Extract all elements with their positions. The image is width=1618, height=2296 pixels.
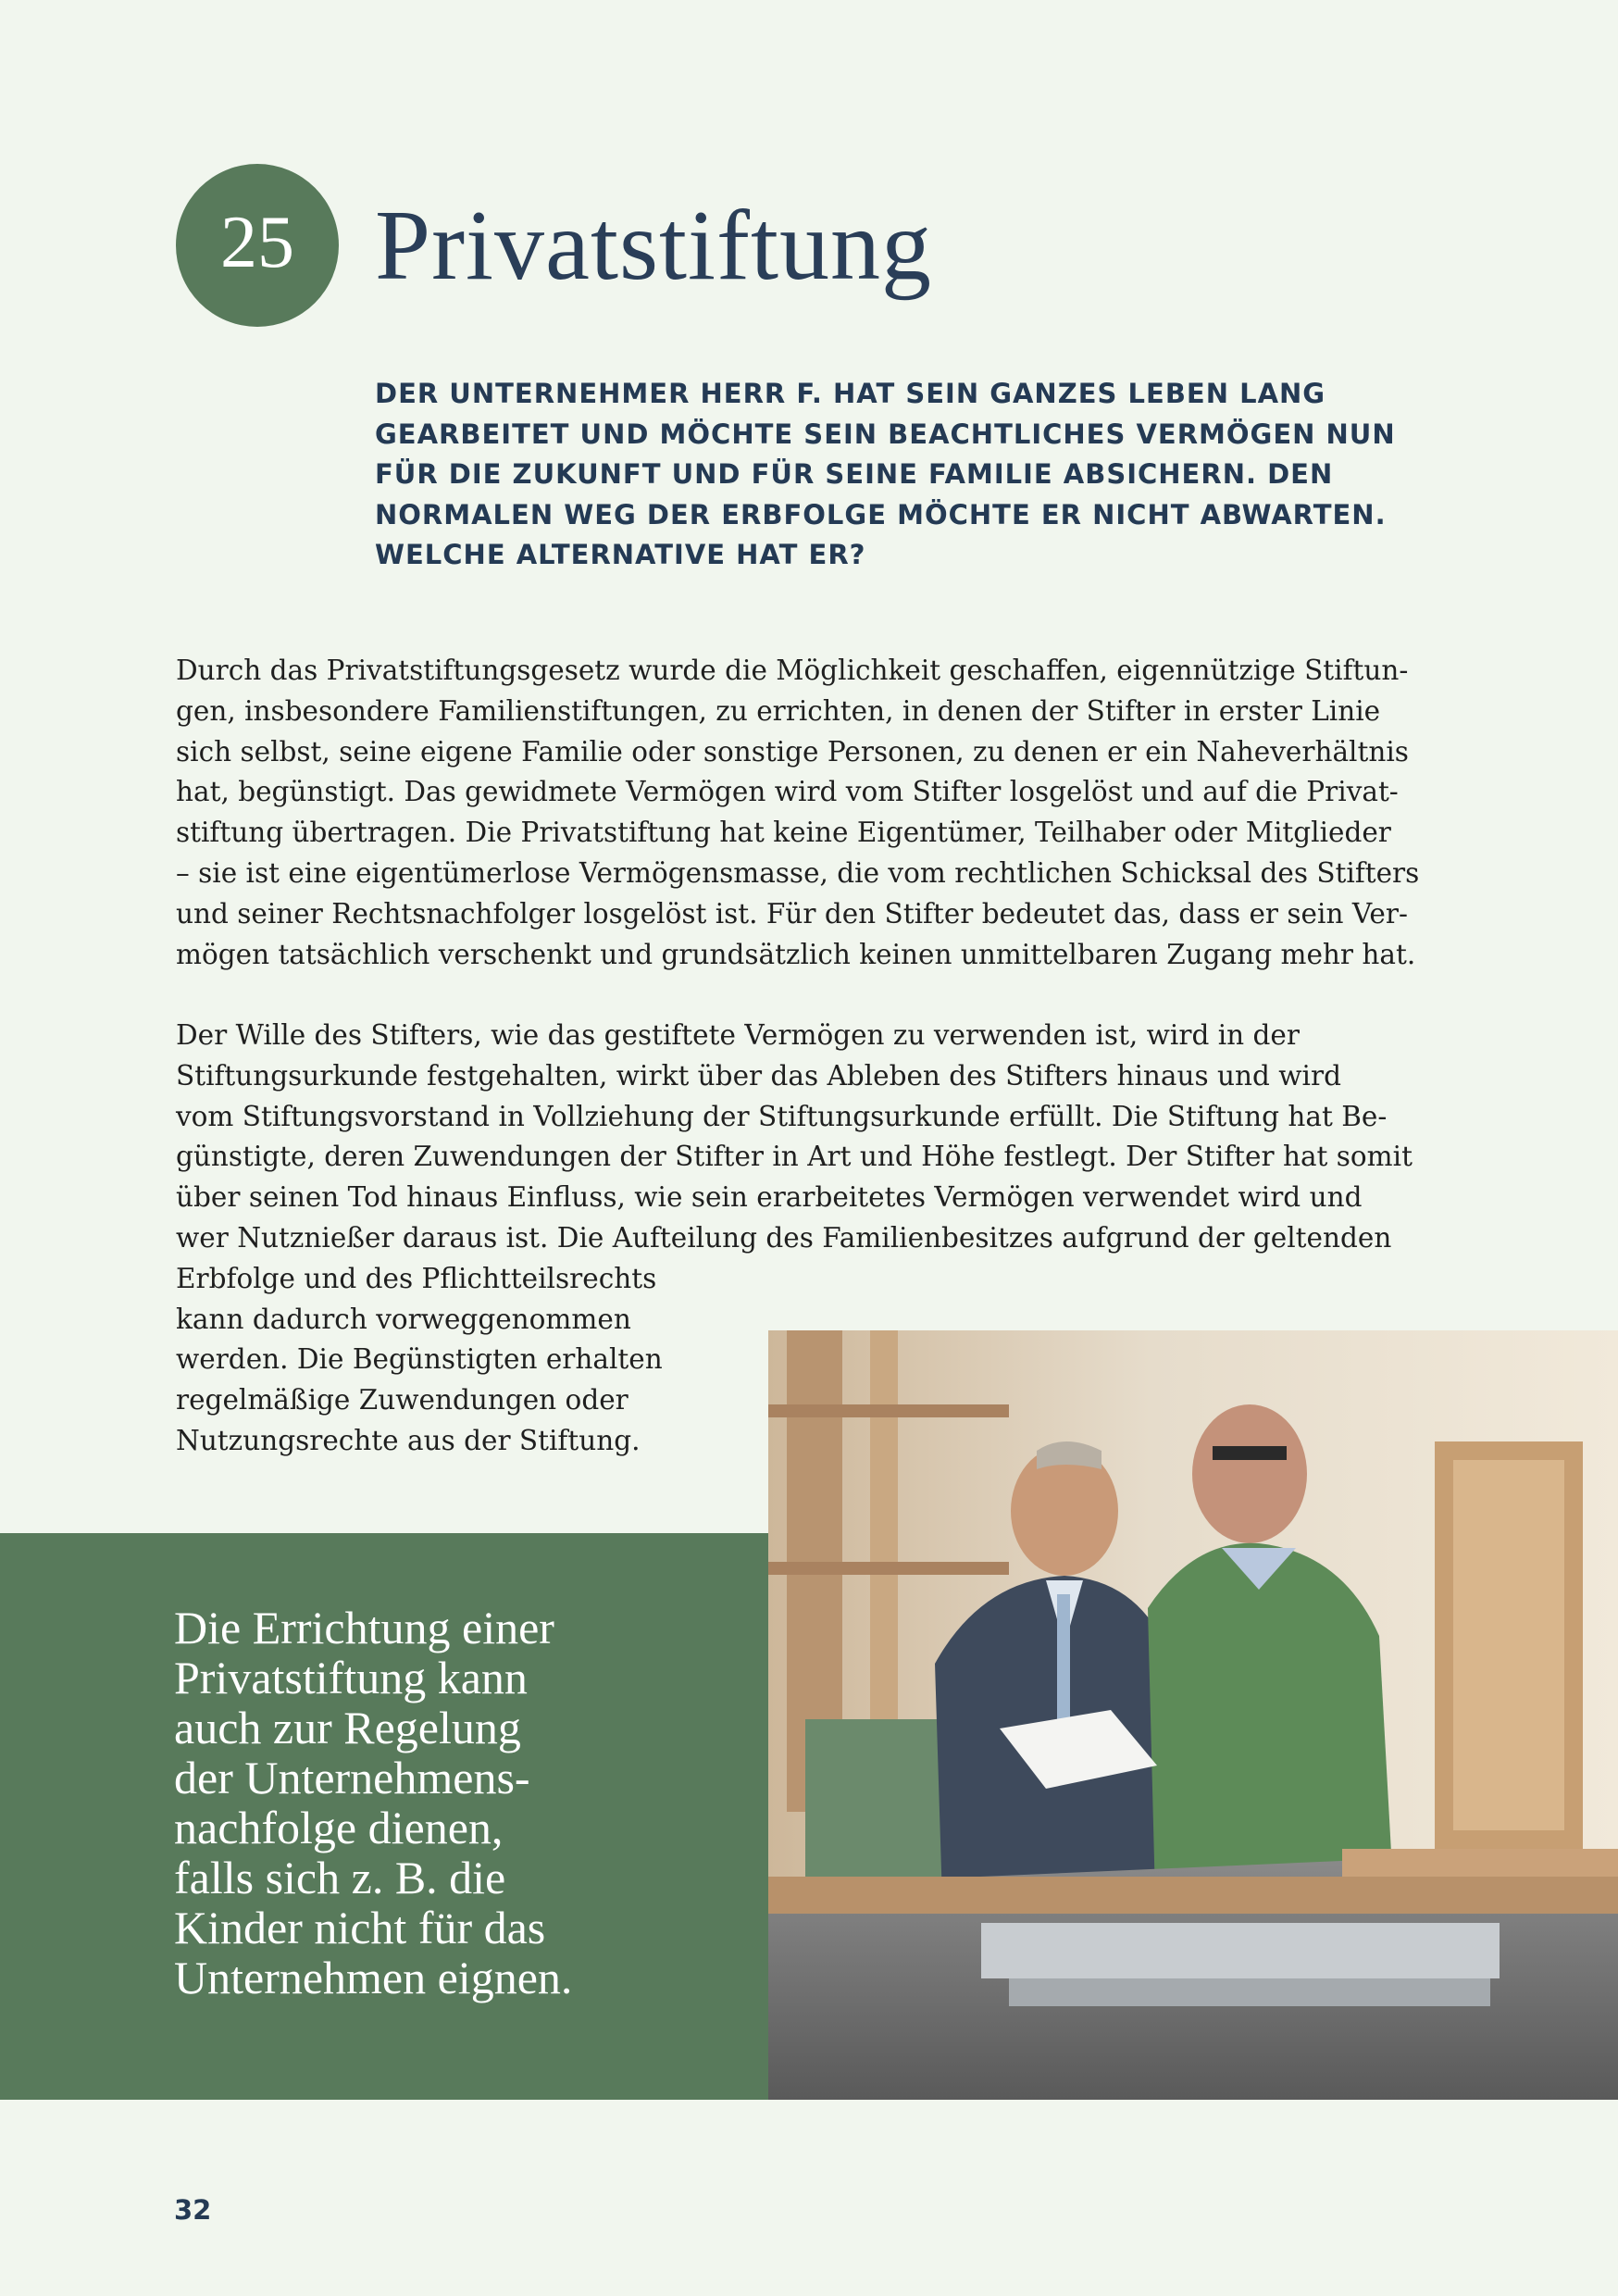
quote-line: auch zur Regelung xyxy=(174,1702,521,1753)
chapter-number-badge xyxy=(176,164,339,327)
quote-line: falls sich z. B. die xyxy=(174,1852,506,1903)
text-line: – sie ist eine eigentümerlose Vermögensmasse, die vom rechtlichen Schicksal des Stifters xyxy=(176,856,1420,889)
text-line: werden. Die Begünstigten erhalten xyxy=(176,1343,663,1376)
pull-quote xyxy=(174,1603,572,2003)
page-number: 32 xyxy=(174,2194,212,2226)
text-line: mögen tatsächlich verschenkt und grundsätzlich keinen unmittelbaren Zugang mehr hat. xyxy=(176,938,1416,970)
text-line: sich selbst, seine eigene Familie oder sonstige Personen, zu denen er ein Naheverhältnis xyxy=(176,735,1409,767)
text-line: und seiner Rechtsnachfolger losgelöst ist. Für den Stifter bedeutet das, dass er sein Ver- xyxy=(176,897,1408,930)
text-line: wer Nutznießer daraus ist. Die Aufteilung des Familienbesitzes aufgrund der geltenden xyxy=(176,1221,1392,1254)
quote-line: Kinder nicht für das xyxy=(174,1902,546,1953)
text-line: hat, begünstigt. Das gewidmete Vermögen wird vom Stifter losgelöst und auf die Privat- xyxy=(176,776,1399,808)
quote-line: Privatstiftung kann xyxy=(174,1652,528,1703)
page-title: Privatstiftung xyxy=(375,191,932,301)
body-paragraph-1 xyxy=(176,651,1419,975)
text-line: günstigte, deren Zuwendungen der Stifter in Art und Höhe festlegt. Der Stifter hat somit xyxy=(176,1141,1413,1173)
workshop-photo xyxy=(768,1330,1618,2100)
text-line: regelmäßige Zuwendungen oder xyxy=(176,1384,629,1416)
quote-line: Unternehmen eignen. xyxy=(174,1952,573,2003)
text-line: Der Wille des Stifters, wie das gestiftete Vermögen zu verwenden ist, wird in der xyxy=(176,1019,1300,1051)
text-line: kann dadurch vorweggenommen xyxy=(176,1303,631,1335)
quote-line: der Unternehmens- xyxy=(174,1752,530,1803)
lead-question: DER UNTERNEHMER HERR F. HAT SEIN GANZES LEBEN LANG GEARBEITET UND MÖCHTE SEIN BEACHTLICHES VERMÖGEN NUN FÜR DIE ZUKUNFT UND FÜR SEINE FAMILIE ABSICHERN. DEN NORMALEN WEG DER ERBFOLGE MÖCHTE ER NICHT ABWARTEN. WELCHE ALTERNATIVE HAT ER? xyxy=(375,378,1396,570)
chapter-number: 25 xyxy=(220,201,294,283)
text-line: vom Stiftungsvorstand in Vollziehung der Stiftungsurkunde erfüllt. Die Stiftung hat Be- xyxy=(176,1100,1388,1132)
text-line: über seinen Tod hinaus Einfluss, wie sein erarbeitetes Vermögen verwendet wird und xyxy=(176,1181,1363,1214)
quote-line: nachfolge dienen, xyxy=(174,1802,504,1853)
text-line: Stiftungsurkunde festgehalten, wirkt über das Ableben des Stifters hinaus und wird xyxy=(176,1059,1341,1092)
text-line: stiftung übertragen. Die Privatstiftung hat keine Eigentümer, Teilhaber oder Mitglieder xyxy=(176,817,1391,849)
quote-line: Die Errichtung einer xyxy=(174,1602,554,1653)
text-line: Erbfolge und des Pflichtteilsrechts xyxy=(176,1262,657,1294)
text-line: Durch das Privatstiftungsgesetz wurde die Möglichkeit geschaffen, eigennützige Stiftun- xyxy=(176,655,1409,686)
text-line: gen, insbesondere Familienstiftungen, zu errichten, in denen der Stifter in erster Linie xyxy=(176,694,1381,727)
text-line: Nutzungsrechte aus der Stiftung. xyxy=(176,1424,641,1456)
